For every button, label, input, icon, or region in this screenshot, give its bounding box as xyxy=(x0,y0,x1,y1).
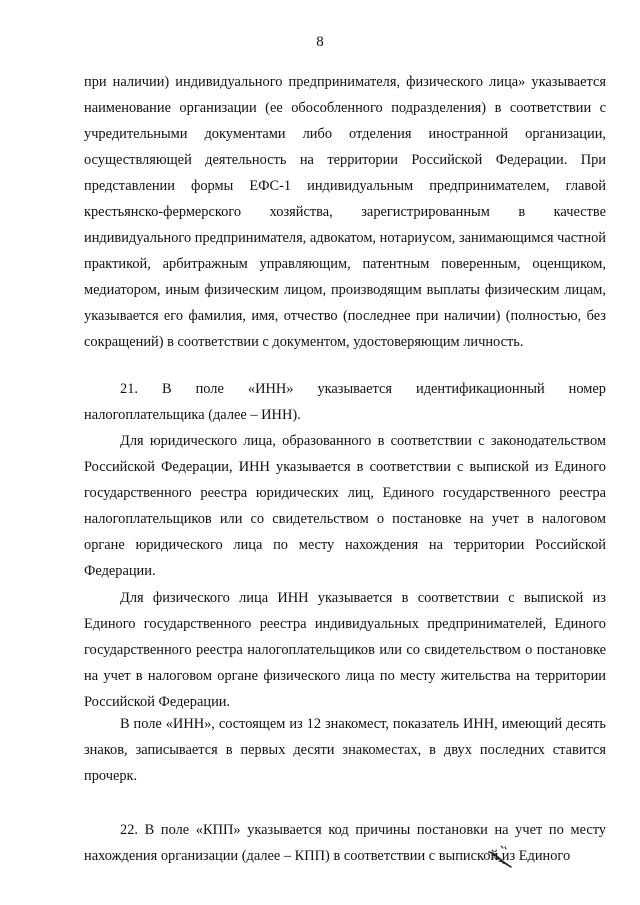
paragraph-22-kpp-field: 22. В поле «КПП» указывается код причины постановки на учет по месту нахождения организации (далее – КПП) в соответствии с выпиской из Единого xyxy=(84,822,606,864)
paragraph-legal-entity-inn: Для юридического лица, образованного в соответствии с законодательством Российской Федерации, ИНН указывается в соответствии с выпиской из Единого государственного реестра юридических лиц, Единого государственного реестра налогоплательщиков или со свидетельством о постановке на учет в налоговом органе юридического лица по месту нахождения на территории Российской Федерации. xyxy=(84,433,606,579)
paragraph-inn-characters: В поле «ИНН», состоящем из 12 знакомест, показатель ИНН, имеющий десять знаков, записывается в первых десяти знакоместах, в двух последних ставится прочерк. xyxy=(84,716,606,784)
handwritten-mark xyxy=(486,843,516,869)
paragraph-organization-name: при наличии) индивидуального предпринимателя, физического лица» указывается наименование организации (ее обособленного подразделения) в соответствии с учредительными документами либо отделения иностранной организации, осуществляющей деятельность на территории Российской Федерации. При представлении формы ЕФС-1 индивидуальным предпринимателем, главой крестьянско-фермерского хозяйства, зарегистрированным в качестве индивидуального предпринимателя, адвокатом, нотариусом, занимающимся частной практикой, арбитражным управляющим, патентным поверенным, оценщиком, медиатором, иным физическим лицом, производящим выплаты физическим лицам, указывается его фамилия, имя, отчество (последнее при наличии) (полностью, без сокращений) в соответствии с документом, удостоверяющим личность. xyxy=(84,74,606,350)
page-number: 8 xyxy=(316,34,324,50)
paragraph-21-inn-field: 21. В поле «ИНН» указывается идентификационный номер налогоплательщика (далее – ИНН). xyxy=(84,381,606,423)
paragraph-individual-inn: Для физического лица ИНН указывается в соответствии с выпиской из Единого государственного реестра индивидуальных предпринимателей, Единого государственного реестра налогоплательщиков или со свидетельством о постановке на учет в налоговом органе физического лица по месту жительства на территории Российской Федерации. xyxy=(84,590,606,710)
